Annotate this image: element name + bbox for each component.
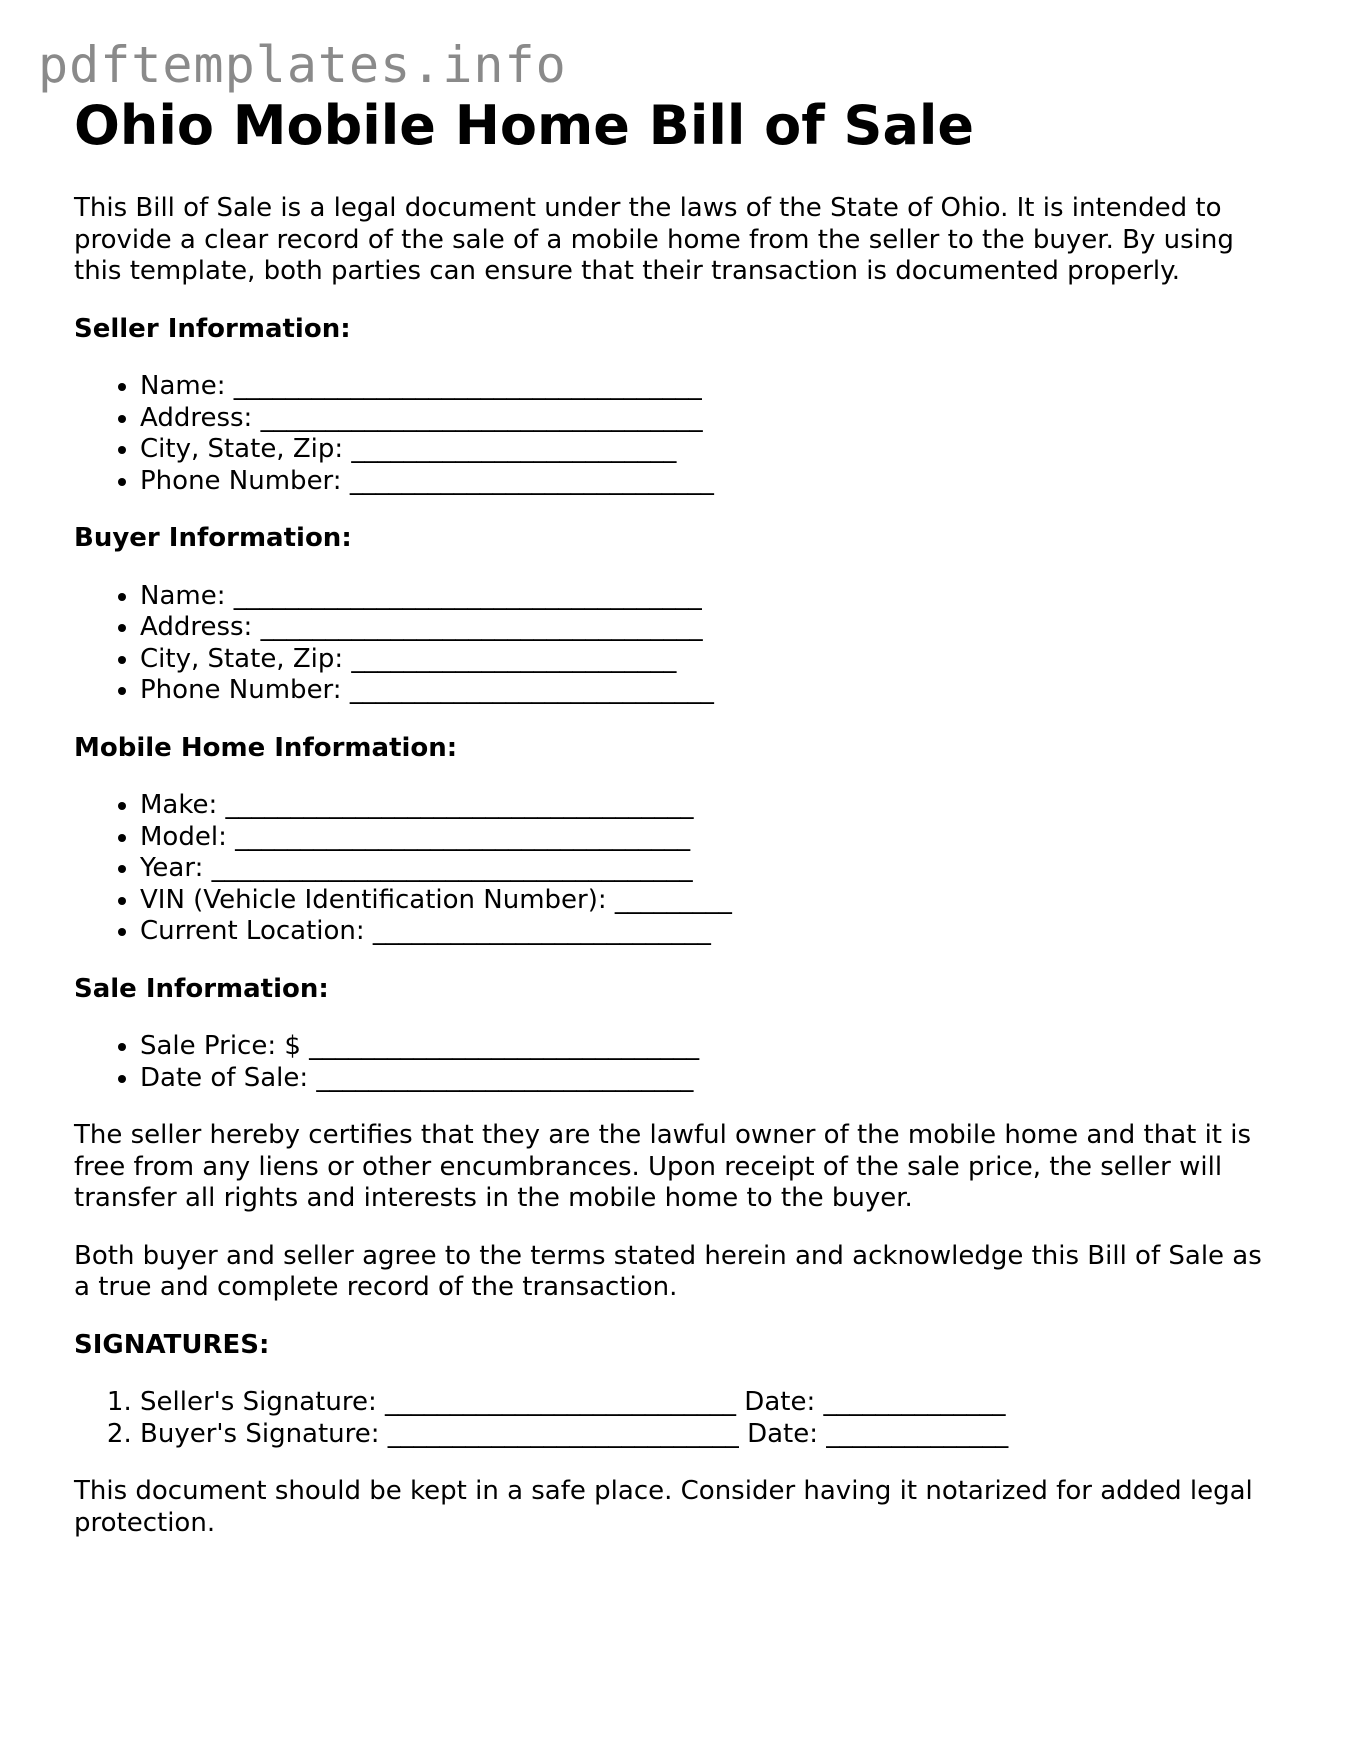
sale-price-field: • Sale Price: $ ______________________________ [140, 1031, 1294, 1063]
watermark: pdftemplates.info [38, 36, 567, 94]
current-location-field: • Current Location: __________________________ [140, 916, 1294, 948]
date-of-sale-field: • Date of Sale: _____________________________ [140, 1063, 1294, 1095]
sale-info-list [74, 1031, 1294, 1094]
mobile-home-info-list [74, 790, 1294, 948]
model-field: • Model: ___________________________________ [140, 822, 1294, 854]
year-field: • Year: _____________________________________ [140, 853, 1294, 885]
vin-field: • VIN (Vehicle Identification Number): _________ [140, 885, 1294, 917]
buyer-city-state-zip-field: • City, State, Zip: _________________________ [140, 644, 1294, 676]
seller-city-state-zip-field: • City, State, Zip: _________________________ [140, 434, 1294, 466]
sale-info-heading: Sale Information: [74, 973, 329, 1004]
closing-paragraph: This document should be kept in a safe place. Consider having it notarized for added legal protection. [74, 1476, 1253, 1538]
signatures-heading: SIGNATURES: [74, 1329, 270, 1360]
buyer-name-field: • Name: ____________________________________ [140, 581, 1294, 613]
seller-name-field: • Name: ____________________________________ [140, 371, 1294, 403]
buyer-info-list [74, 581, 1294, 707]
seller-phone-field: • Phone Number: ____________________________ [140, 466, 1294, 498]
signatures-list [74, 1387, 1294, 1450]
buyer-phone-field: • Phone Number: ____________________________ [140, 675, 1294, 707]
document-page [74, 96, 1294, 1539]
buyer-signature-line: 2. Buyer's Signature: ___________________________ Date: ______________ [140, 1419, 1294, 1451]
seller-info-heading: Seller Information: [74, 313, 351, 344]
buyer-address-field: • Address: __________________________________ [140, 612, 1294, 644]
certification-paragraph: The seller hereby certifies that they are the lawful owner of the mobile home and that it is free from any liens or other encumbrances. Upon receipt of the sale price, the seller will transfer all rights and interests in the mobile home to the buyer. [74, 1120, 1252, 1214]
buyer-info-heading: Buyer Information: [74, 523, 352, 554]
agreement-paragraph: Both buyer and seller agree to the terms stated herein and acknowledge this Bill of Sale as a true and complete record of the transaction. [74, 1240, 1262, 1303]
seller-info-list [74, 371, 1294, 497]
intro-paragraph: This Bill of Sale is a legal document under the laws of the State of Ohio. It is intended to provide a clear record of the sale of a mobile home from the seller to the buyer. By using this template, both parties can ensure that their transaction is documented properly. [74, 193, 1234, 287]
seller-signature-line: 1. Seller's Signature: ___________________________ Date: ______________ [140, 1387, 1294, 1419]
mobile-home-info-heading: Mobile Home Information: [74, 732, 458, 763]
seller-address-field: • Address: __________________________________ [140, 403, 1294, 435]
make-field: • Make: ____________________________________ [140, 790, 1294, 822]
document-title: Ohio Mobile Home Bill of Sale [74, 94, 975, 157]
